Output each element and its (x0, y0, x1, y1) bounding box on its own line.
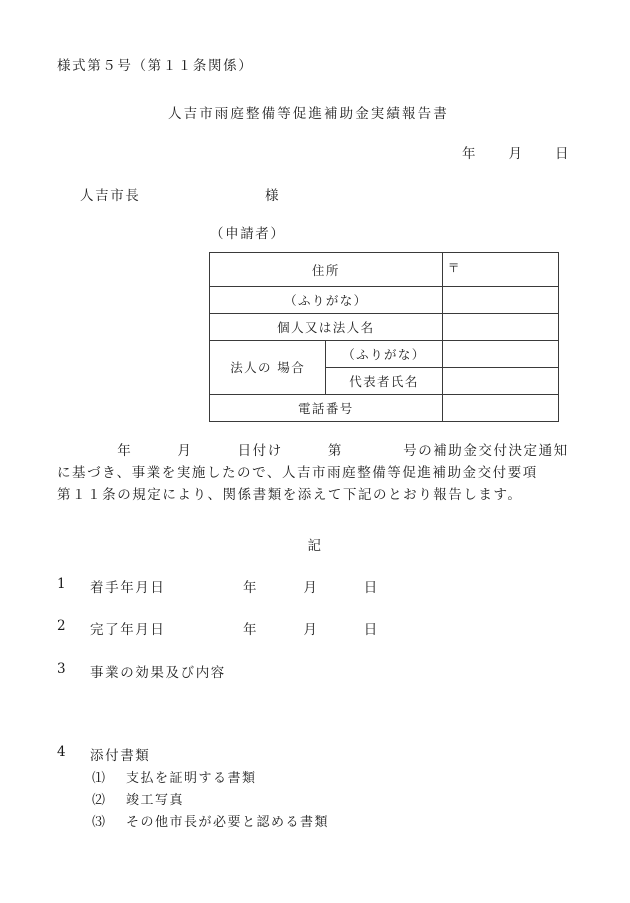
phone-number-label: 電話番号 (210, 395, 443, 422)
postal-mark-icon: 〒 (447, 261, 462, 275)
table-row (210, 341, 559, 368)
document-title: 人吉市雨庭整備等促進補助金実績報告書 (168, 106, 449, 122)
attachment-marker-1: ⑴ (92, 771, 107, 786)
item-1-label: 着手年月日 (90, 580, 166, 596)
table-row (210, 314, 559, 341)
item-2-number: 2 (57, 618, 68, 634)
representative-name-label: 代表者氏名 (326, 368, 442, 395)
representative-name-value-cell[interactable] (442, 368, 558, 395)
furigana-representative-value-cell[interactable] (442, 341, 558, 368)
furigana-person-label: （ふりがな） (210, 287, 443, 314)
body-line-2: に基づき、事業を実施したので、人吉市雨庭整備等促進補助金交付要項 (57, 465, 538, 481)
furigana-representative-label: （ふりがな） (326, 341, 442, 368)
body-paragraph (57, 440, 577, 506)
attachment-item-2 (92, 789, 184, 808)
addressee-honorific: 様 (265, 188, 281, 204)
cell-value (443, 395, 558, 421)
person-or-corporate-name-value-cell[interactable] (442, 314, 558, 341)
submission-date-line: 年 月 日 (462, 146, 571, 162)
table-row (210, 395, 559, 422)
cell-value (443, 314, 558, 340)
address-label: 住所 (210, 253, 443, 287)
attachment-marker-2: ⑵ (92, 793, 107, 808)
item-4-number: 4 (57, 744, 68, 760)
body-line-3: 第１１条の規定により、関係書類を添えて下記のとおり報告します。 (57, 487, 523, 503)
item-2-date-value: 年 月 日 (243, 622, 379, 638)
attachment-item-3 (92, 811, 329, 830)
furigana-person-value-cell[interactable] (442, 287, 558, 314)
item-4-label: 添付書類 (90, 748, 151, 764)
form-number: 様式第５号（第１１条関係） (57, 58, 254, 74)
body-line-1: 年 月 日付け 第 号の補助金交付決定通知 (57, 443, 569, 459)
table-row (210, 253, 559, 287)
item-1-number: 1 (57, 576, 68, 592)
attachment-text-1: 支払を証明する書類 (126, 771, 257, 786)
addressee-mayor: 人吉市長 (80, 188, 141, 204)
ki-marker: 記 (307, 538, 323, 554)
item-3-label: 事業の効果及び内容 (90, 665, 226, 681)
attachment-text-3: その他市長が必要と認める書類 (126, 815, 330, 830)
address-value-cell[interactable] (442, 253, 558, 287)
item-2-label: 完了年月日 (90, 622, 166, 638)
applicant-section-label: （申請者） (210, 226, 286, 242)
item-3-number: 3 (57, 661, 68, 677)
applicant-info-table (209, 252, 559, 422)
cell-value (443, 368, 558, 394)
cell-value (443, 341, 558, 367)
item-1-date-value: 年 月 日 (243, 580, 379, 596)
person-or-corporate-name-label: 個人又は法人名 (210, 314, 443, 341)
attachment-marker-3: ⑶ (92, 815, 107, 830)
table-row (210, 287, 559, 314)
attachment-item-1 (92, 767, 257, 786)
corporate-case-label: 法人の 場合 (210, 341, 326, 395)
cell-value (443, 287, 558, 313)
phone-number-value-cell[interactable] (442, 395, 558, 422)
attachment-text-2: 竣工写真 (126, 793, 185, 808)
